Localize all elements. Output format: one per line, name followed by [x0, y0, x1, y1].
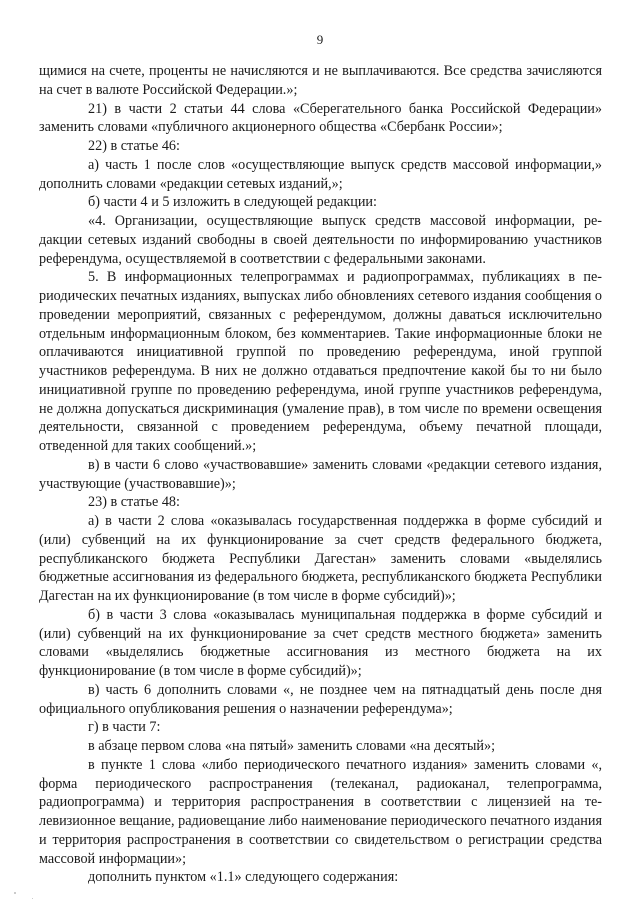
body-paragraph: в) в части 6 слово «участвовавшие» заменить словами «редакции сетевого издания, участвующие (участвовавшие)»;: [39, 456, 602, 492]
body-paragraph: в абзаце первом слова «на пятый» заменить словами «на десятый»;: [88, 738, 496, 754]
scan-speck: [32, 898, 33, 899]
body-paragraph: б) в части 3 слова «оказывалась муниципальная поддержка в форме субсидий и (или) субвенций на их функционирование за счет средств местного бюджета» заменить словами «выделялись бюджетные ассигнования из местного бюджета на их функционирование (в том числе в форме субсидий)»;: [39, 606, 602, 679]
body-paragraph: 21) в части 2 статьи 44 слова «Сберегательного банка Российской Федерации» заменить словами «публичного акционерного общества «Сбербанк России»;: [39, 100, 602, 136]
body-paragraph: «4. Организации, осуществляющие выпуск средств массовой информации, редакции сетевых изданий свободны в своей деятельности по информированию участников референдума, осуществляемой в соответствии с федеральными законами.: [39, 213, 602, 267]
body-paragraph: дополнить пунктом «1.1» следующего содержания:: [88, 869, 399, 886]
body-paragraph: а) часть 1 после слов «осуществляющие выпуск средств массовой информации,» дополнить словами «редакции сетевых изданий,»;: [39, 156, 602, 192]
body-paragraph: щимися на счете, проценты не начисляются и не выплачиваются. Все средства зачисляются на счет в валюте Российской Федерации.»;: [39, 63, 602, 98]
body-paragraph: г) в части 7:: [88, 719, 161, 736]
body-paragraph: в) часть 6 дополнить словами «, не позднее чем на пятнадцатый день после дня официального опубликования решения о назначении референдума»;: [39, 681, 602, 717]
page-number: 9: [316, 32, 324, 47]
body-paragraph: б) части 4 и 5 изложить в следующей редакции:: [88, 194, 377, 211]
body-paragraph: 22) в статье 46:: [88, 138, 180, 154]
body-paragraph: 5. В информационных телепрограммах и радиопрограммах, публикациях в периодических печатных изданиях, выпусках либо обновлениях сетевого издания сообщения о проведении мероприятий, связанных с референдумом, должны даваться исключительно отдельным информационным блоком, без комментариев. Такие информационные блоки не оплачиваются инициативной группой по проведению референдума, иной группой участников референдума. В них не должно отдаваться предпочтение какой бы то ни было инициативной группе по проведению референдума, иной группе участников референдума, не должна допускаться дискриминация (умаление прав), в том числе по времени освещения деятельности, связанной с проведением референдума, объему печатной площади, отведенной для таких сообщений.»;: [39, 269, 602, 454]
scan-speck: [14, 892, 16, 894]
document-body: [39, 62, 602, 887]
body-paragraph: а) в части 2 слова «оказывалась государственная поддержка в форме субсидий и (или) субвенций на их функционирование за счет средств федерального бюджета, республиканского бюджета Республики Дагестан» заменить словами «выделялись бюджетные ассигнования из федерального бюджета, республиканского бюджета Республики Дагестан на их функционирование (в том числе в форме субсидий)»;: [39, 513, 602, 604]
body-paragraph: 23) в статье 48:: [88, 494, 180, 511]
body-paragraph: в пункте 1 слова «либо периодического печатного издания» заменить словами «, форма периодического распространения (телеканал, радиоканал, телепрограмма, радиопрограмма) и территория распространения в соответствии с лицензией на телевизионное вещание, радиовещание либо наименование периодического печатного издания и территория распространения в соответствии со свидетельством о регистрации средства массовой информации»;: [39, 756, 602, 867]
